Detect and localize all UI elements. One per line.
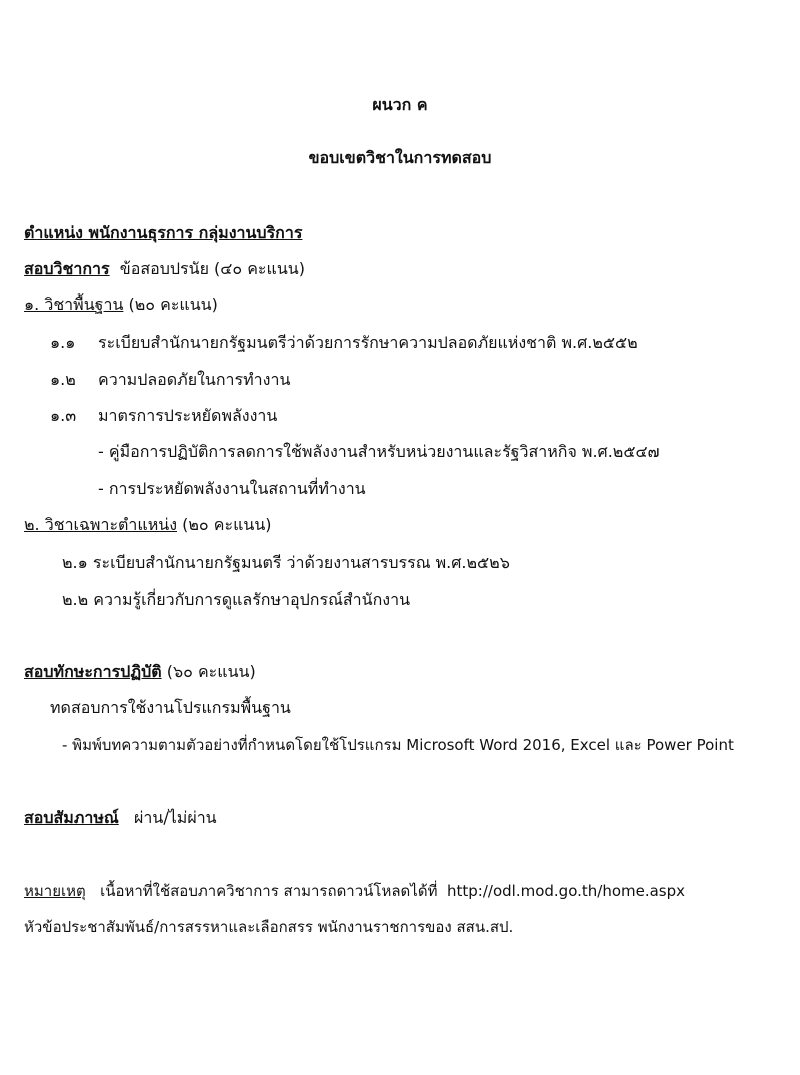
academic-line	[24, 258, 305, 280]
note-line	[24, 880, 685, 902]
item-number: ๑.๑	[50, 333, 76, 352]
section-2-label: ๒. วิชาเฉพาะตำแหน่ง	[24, 515, 178, 534]
interview-result: ผ่าน/ไม่ผ่าน	[134, 808, 217, 827]
section-2-heading	[24, 514, 272, 536]
interview-label: สอบสัมภาษณ์	[24, 808, 119, 827]
item-1-1	[50, 332, 638, 354]
section-2-score: (๒๐ คะแนน)	[182, 515, 272, 534]
item-text: ระเบียบสำนักนายกรัฐมนตรีว่าด้วยการรักษาความปลอดภัยแห่งชาติ พ.ศ.๒๕๕๒	[98, 333, 638, 352]
position-heading: ตำแหน่ง พนักงานธุรการ กลุ่มงานบริการ	[24, 223, 303, 242]
section-1-heading	[24, 294, 218, 316]
item-number: ๑.๓	[50, 406, 77, 425]
bullet-item: - คู่มือการปฏิบัติการลดการใช้พลังงานสำหรับหน่วยงานและรัฐวิสาหกิจ พ.ศ.๒๕๔๗	[98, 442, 660, 461]
interview-line	[24, 807, 217, 829]
practical-label: สอบทักษะการปฏิบัติ	[24, 662, 162, 681]
note-url[interactable]: http://odl.mod.go.th/home.aspx	[447, 882, 686, 900]
item-text: มาตรการประหยัดพลังงาน	[98, 406, 278, 425]
item-1-3	[50, 405, 277, 427]
practical-heading	[24, 661, 256, 683]
practical-bullet: - พิมพ์บทความตามตัวอย่างที่กำหนดโดยใช้โปรแกรม Microsoft Word 2016, Excel และ Power Point	[62, 736, 734, 754]
note-line-2: หัวข้อประชาสัมพันธ์/การสรรหาและเลือกสรร พนักงานราชการของ สสน.สป.	[24, 918, 514, 936]
item-2-2: ๒.๒ ความรู้เกี่ยวกับการดูแลรักษาอุปกรณ์สำนักงาน	[62, 590, 411, 609]
section-1-label: ๑. วิชาพื้นฐาน	[24, 295, 124, 314]
document-title: ผนวก ค	[372, 95, 428, 114]
note-label: หมายเหตุ	[24, 882, 86, 900]
section-1-score: (๒๐ คะแนน)	[128, 295, 218, 314]
item-number: ๑.๒	[50, 370, 76, 389]
academic-desc: ข้อสอบปรนัย (๔๐ คะแนน)	[119, 259, 305, 278]
document-subtitle: ขอบเขตวิชาในการทดสอบ	[308, 148, 492, 167]
bullet-item: - การประหยัดพลังงานในสถานที่ทำงาน	[98, 479, 366, 498]
practical-score: (๖๐ คะแนน)	[166, 662, 256, 681]
item-text: ความปลอดภัยในการทำงาน	[98, 370, 291, 389]
academic-label: สอบวิชาการ	[24, 259, 110, 278]
item-1-2	[50, 369, 290, 391]
note-text: เนื้อหาที่ใช้สอบภาควิชาการ สามารถดาวน์โหลดได้ที่	[100, 882, 438, 900]
practical-line: ทดสอบการใช้งานโปรแกรมพื้นฐาน	[50, 698, 291, 717]
item-2-1: ๒.๑ ระเบียบสำนักนายกรัฐมนตรี ว่าด้วยงานสารบรรณ พ.ศ.๒๕๒๖	[62, 553, 510, 572]
